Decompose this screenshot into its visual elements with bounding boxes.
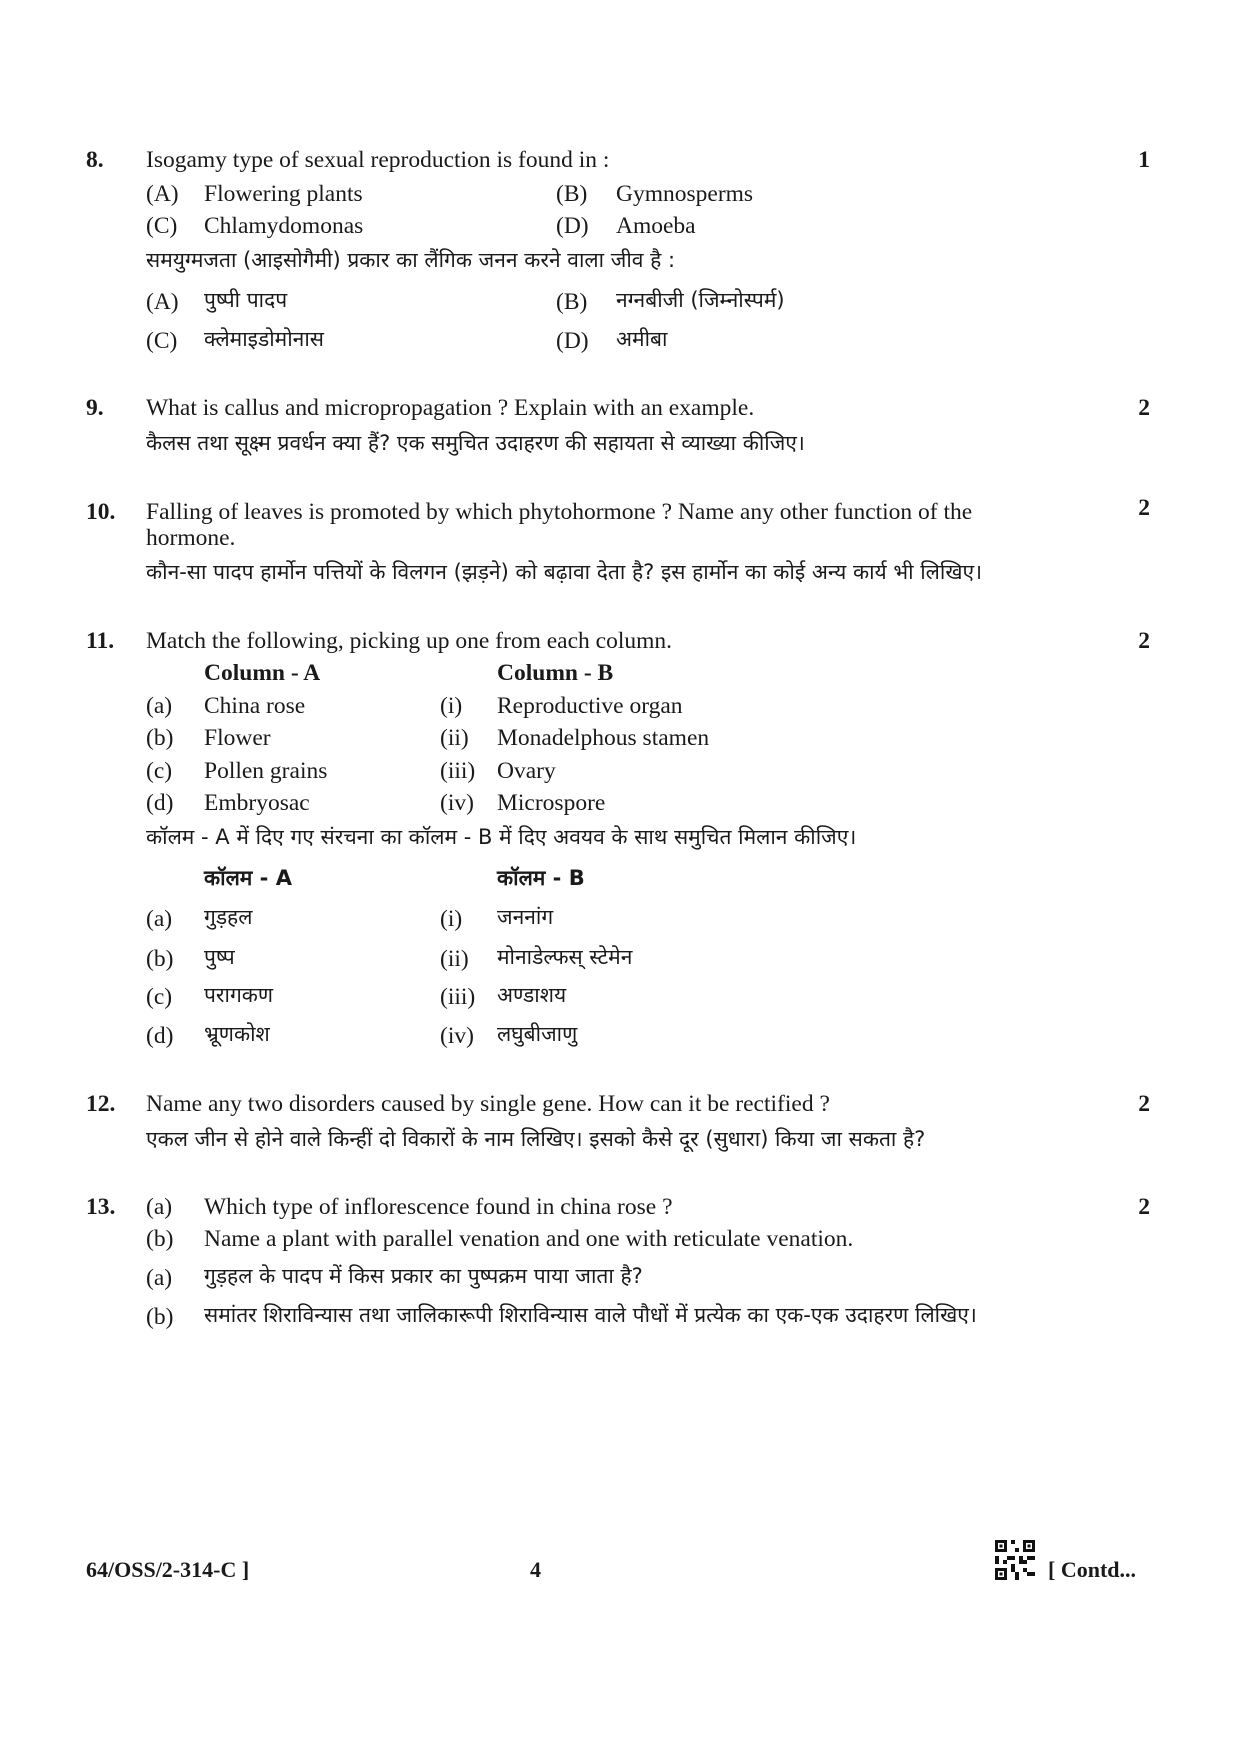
match-row-ii-tag: (ii) [440,725,469,751]
match-hi-row-iii-text: अण्डाशय [497,983,567,1007]
q8-option-d-text: Amoeba [616,213,696,239]
qr-code-icon [995,1540,1035,1580]
match-row-b-text: Flower [204,725,271,751]
q8-option-b-text: Gymnosperms [616,181,754,207]
match-hi-row-ii-tag: (ii) [440,946,469,972]
question-13-marks: 2 [1138,1194,1150,1220]
question-11-text-en: Match the following, picking up one from each column. [146,628,673,654]
match-row-b-tag: (b) [146,725,174,751]
match-hi-row-iv-tag: (iv) [440,1023,474,1049]
q8-hi-option-a-text: पुष्पी पादप [204,288,288,312]
q13-part-b-text: Name a plant with parallel venation and one with reticulate venation. [204,1226,854,1252]
question-11-marks: 2 [1138,628,1150,654]
question-10-marks: 2 [1138,495,1150,521]
column-a-header-hi: कॉलम - A [204,866,292,890]
q13-part-a-text: Which type of inflorescence found in china rose ? [204,1194,673,1220]
q13-hi-part-a-tag: (a) [146,1265,173,1291]
q13-part-a-tag: (a) [146,1194,173,1220]
q13-hi-part-b-text: समांतर शिराविन्यास तथा जालिकारूपी शिराविन्यास वाले पौधों में प्रत्येक का एक-एक उदाहरण लिखिए। [204,1303,977,1327]
q8-option-c-text: Chlamydomonas [204,213,364,239]
q8-hi-option-c-tag: (C) [146,328,178,354]
match-hi-row-b-text: पुष्प [204,945,235,969]
match-row-d-tag: (d) [146,790,174,816]
match-row-c-tag: (c) [146,758,173,784]
q8-hi-option-d-text: अमीबा [616,327,668,351]
match-hi-row-i-text: जननांग [497,905,554,929]
question-10-text-en-line1: Falling of leaves is promoted by which phytohormone ? Name any other function of the [146,499,973,525]
match-row-iv-text: Microspore [497,790,606,816]
match-hi-row-d-text: भ्रूणकोश [204,1022,270,1046]
match-hi-row-c-text: परागकण [204,983,274,1007]
q8-option-a-tag: (A) [146,181,179,207]
paper-code: 64/OSS/2-314-C ] [86,1557,250,1582]
match-hi-row-ii-text: मोनाडेल्फस् स्टेमेन [497,945,633,969]
q8-hi-option-b-tag: (B) [556,289,588,315]
question-12-text-hi: एकल जीन से होने वाले किन्हीं दो विकारों के नाम लिखिए। इसको कैसे दूर (सुधारा) किया जा सकता है? [146,1127,926,1151]
q8-hi-option-b-text: नग्नबीजी (जिम्नोस्पर्म) [616,288,785,312]
question-8-text-hi: समयुग्मजता (आइसोगैमी) प्रकार का लैंगिक जनन करने वाला जीव है : [146,248,676,272]
match-row-ii-text: Monadelphous stamen [497,725,710,751]
question-10-text-hi: कौन-सा पादप हार्मोन पत्तियों के विलगन (झड़ने) को बढ़ावा देता है? इस हार्मोन का कोई अन्य कार्य भी लिखिए। [146,560,983,584]
question-9-text-en: What is callus and micropropagation ? Explain with an example. [146,395,755,421]
match-hi-row-c-tag: (c) [146,984,173,1010]
q8-option-d-tag: (D) [556,213,589,239]
q13-hi-part-b-tag: (b) [146,1304,174,1330]
match-hi-row-i-tag: (i) [440,906,463,932]
question-9-marks: 2 [1138,395,1150,421]
q8-hi-option-d-tag: (D) [556,328,589,354]
q8-hi-option-a-tag: (A) [146,289,179,315]
page-number: 4 [530,1557,541,1582]
question-8-marks: 1 [1138,147,1150,173]
match-hi-row-d-tag: (d) [146,1023,174,1049]
column-a-header: Column - A [204,660,321,686]
match-hi-row-a-tag: (a) [146,906,173,932]
question-10-text-en-line2: hormone. [146,525,236,551]
question-9-text-hi: कैलस तथा सूक्ष्म प्रवर्धन क्या हैं? एक समुचित उदाहरण की सहायता से व्याख्या कीजिए। [146,431,805,455]
question-8-text-en: Isogamy type of sexual reproduction is found in : [146,147,610,173]
question-12-marks: 2 [1138,1091,1150,1117]
question-12-number: 12. [86,1091,116,1117]
column-b-header-hi: कॉलम - B [497,866,585,890]
question-12-text-en: Name any two disorders caused by single gene. How can it be rectified ? [146,1091,830,1117]
question-8-number: 8. [86,147,104,173]
match-hi-row-iii-tag: (iii) [440,984,476,1010]
match-row-i-tag: (i) [440,693,463,719]
question-13-number: 13. [86,1194,116,1220]
match-row-a-tag: (a) [146,693,173,719]
match-row-c-text: Pollen grains [204,758,328,784]
match-row-iii-text: Ovary [497,758,556,784]
q8-option-a-text: Flowering plants [204,181,363,207]
q13-hi-part-a-text: गुड़हल के पादप में किस प्रकार का पुष्पक्रम पाया जाता है? [204,1264,643,1288]
match-row-iv-tag: (iv) [440,790,474,816]
match-hi-row-iv-text: लघुबीजाणु [497,1022,578,1046]
question-9-number: 9. [86,395,104,421]
q8-option-c-tag: (C) [146,213,178,239]
continued-marker: [ Contd... [1048,1557,1137,1582]
question-11-number: 11. [86,628,115,654]
q8-option-b-tag: (B) [556,181,588,207]
match-row-d-text: Embryosac [204,790,310,816]
match-row-i-text: Reproductive organ [497,693,683,719]
match-row-iii-tag: (iii) [440,758,476,784]
question-11-text-hi: कॉलम - A में दिए गए संरचना का कॉलम - B में दिए अवयव के साथ समुचित मिलान कीजिए। [146,825,857,849]
column-b-header: Column - B [497,660,614,686]
match-hi-row-a-text: गुड़हल [204,905,253,929]
match-row-a-text: China rose [204,693,306,719]
q8-hi-option-c-text: क्लेमाइडोमोनास [204,327,324,351]
question-10-number: 10. [86,499,116,525]
match-hi-row-b-tag: (b) [146,946,174,972]
q13-part-b-tag: (b) [146,1226,174,1252]
